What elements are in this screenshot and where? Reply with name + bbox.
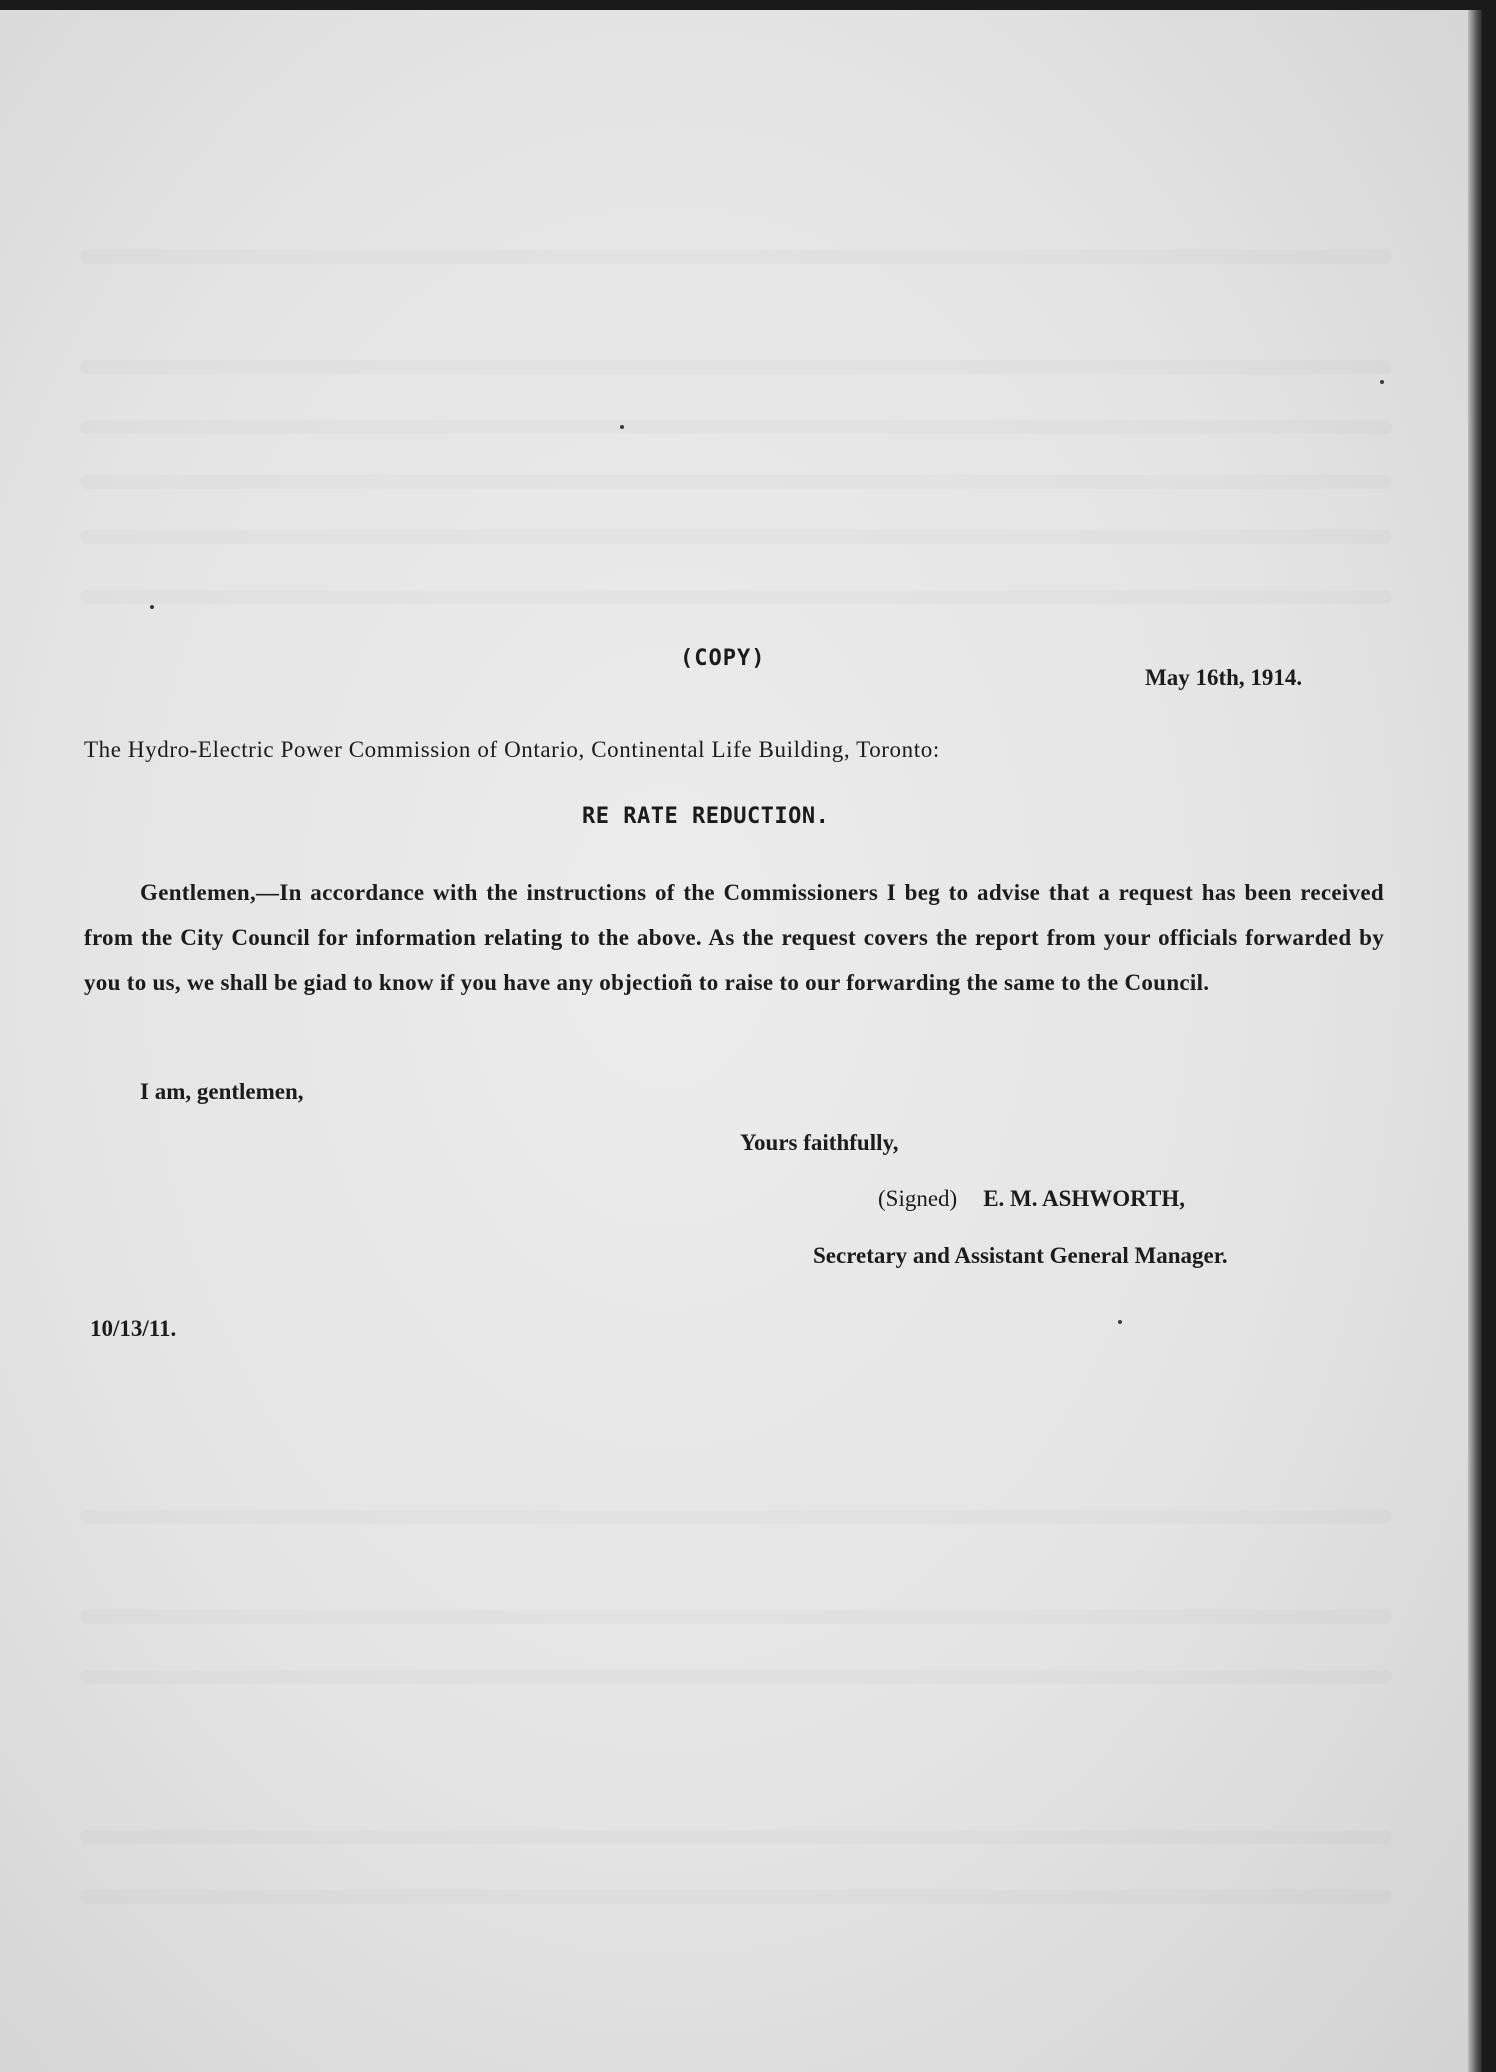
- signature-line: [878, 1186, 1185, 1212]
- signed-label: (Signed): [878, 1186, 958, 1211]
- bleed-through-line: [80, 1670, 1392, 1684]
- signatory-name: E. M. ASHWORTH,: [983, 1186, 1185, 1211]
- paper-speck: [620, 425, 624, 429]
- letter-date: May 16th, 1914.: [1145, 665, 1303, 690]
- reference-number: 10/13/11.: [90, 1316, 177, 1341]
- bleed-through-line: [80, 1610, 1392, 1624]
- paper-speck: [1118, 1320, 1122, 1324]
- subject-heading: RE RATE REDUCTION.: [582, 804, 830, 829]
- paper-speck: [150, 605, 154, 609]
- bleed-through-line: [80, 475, 1392, 489]
- bleed-through-line: [80, 1890, 1392, 1904]
- bleed-through-line: [80, 250, 1392, 264]
- paper-speck: [1380, 380, 1384, 384]
- copy-mark: (COPY): [680, 646, 766, 671]
- page-edge-shadow: [1468, 10, 1482, 2072]
- bleed-through-line: [80, 1830, 1392, 1844]
- bleed-through-line: [80, 530, 1392, 544]
- closing-line: I am, gentlemen,: [140, 1079, 304, 1104]
- signatory-title: Secretary and Assistant General Manager.: [813, 1243, 1228, 1268]
- document-page: [0, 10, 1482, 2072]
- valediction: Yours faithfully,: [740, 1130, 899, 1155]
- bleed-through-line: [80, 1510, 1392, 1524]
- bleed-through-line: [80, 420, 1392, 434]
- letter-body: Gentlemen,—In accordance with the instructions of the Commissioners I beg to advise that a request has been received from the City Council for information relating to the above. As the request covers the report from your officials forwarded by you to us, we shall be giad to know if you have any objectioñ to raise to our forwarding the same to the Council.: [84, 880, 1384, 995]
- addressee: The Hydro-Electric Power Commission of Ontario, Continental Life Building, Toronto:: [84, 737, 940, 762]
- bleed-through-line: [80, 360, 1392, 374]
- bleed-through-line: [80, 590, 1392, 604]
